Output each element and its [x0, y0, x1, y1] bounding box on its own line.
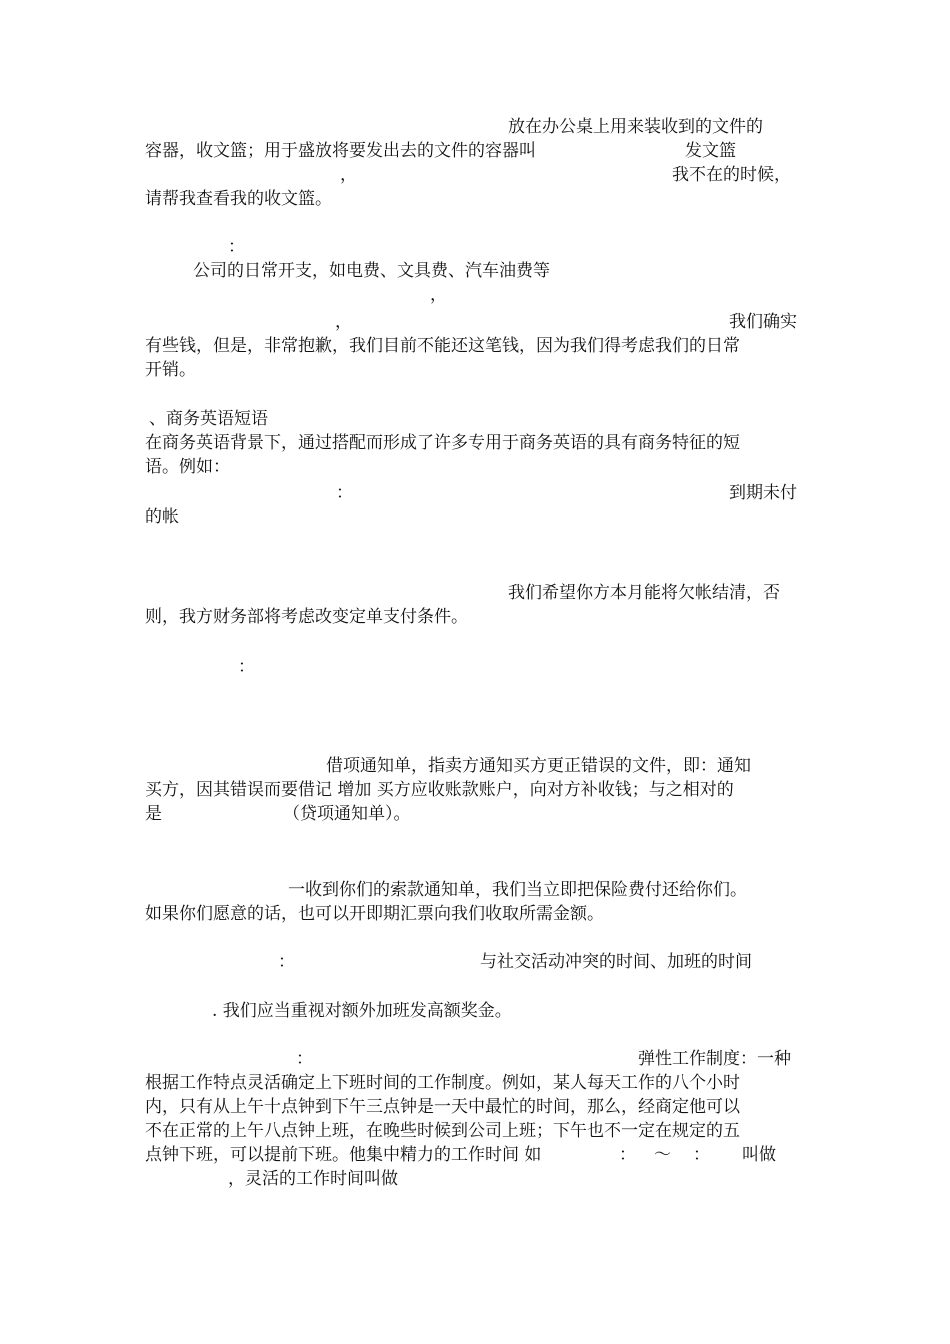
text-line: 一收到你们的索款通知单，我们当立即把保险费付还给你们。 [288, 880, 747, 900]
section-heading: 、商务英语短语 [149, 409, 268, 429]
text-line: 我不在的时候， [672, 165, 791, 185]
text-line: 有些钱，但是，非常抱歉，我们目前不能还这笔钱，因为我们得考虑我们的日常 [145, 336, 740, 356]
text-line: 开销。 [145, 360, 196, 380]
text-line: ， [340, 165, 357, 185]
text-line: 叫做 [742, 1145, 776, 1165]
text-line: 的帐 [145, 507, 179, 527]
text-line: 我们确实 [729, 312, 797, 332]
text-line: 点钟下班，可以提前下班。他集中精力的工作时间 如 [145, 1145, 542, 1165]
text-line: 是 [145, 804, 162, 824]
text-line: ， [335, 312, 352, 332]
text-line: ： [238, 657, 255, 677]
text-line: （贷项通知单）。 [283, 804, 411, 824]
text-line: 买方，因其错误而要借记 增加 买方应收账款账户，向对方补收钱；与之相对的 [145, 780, 734, 800]
text-line: 则，我方财务部将考虑改变定单支付条件。 [145, 607, 468, 627]
text-line: 容器，收文篮；用于盛放将要发出去的文件的容器叫 [145, 141, 536, 161]
text-line: 与社交活动冲突的时间、加班的时间 [480, 952, 752, 972]
text-line: 内，只有从上午十点钟到下午三点钟是一天中最忙的时间，那么，经商定他可以 [145, 1097, 740, 1117]
text-line: 发文篮 [685, 141, 736, 161]
text-line: 在商务英语背景下，通过搭配而形成了许多专用于商务英语的具有商务特征的短 [145, 433, 740, 453]
text-line: 如果你们愿意的话，也可以开即期汇票向我们收取所需金额。 [145, 904, 604, 924]
text-line: ： [619, 1145, 636, 1165]
text-line: 语。例如： [145, 457, 230, 477]
text-line: 放在办公桌上用来装收到的文件的 [508, 117, 763, 137]
text-line: ： [336, 483, 353, 503]
text-line: 我们希望你方本月能将欠帐结清，否 [508, 583, 780, 603]
text-line: 请帮我查看我的收文篮。 [145, 189, 332, 209]
text-line: 不在正常的上午八点钟上班，在晚些时候到公司上班；下午也不一定在规定的五 [145, 1121, 740, 1141]
text-line: ： [278, 952, 295, 972]
text-line: ，灵活的工作时间叫做 [228, 1169, 398, 1189]
text-line: 公司的日常开支，如电费、文具费、汽车油费等 [193, 261, 550, 281]
text-line: 借项通知单，指卖方通知买方更正错误的文件，即：通知 [326, 756, 751, 776]
text-line: ： [693, 1145, 710, 1165]
text-line: ， [430, 285, 447, 305]
text-line: 根据工作特点灵活确定上下班时间的工作制度。例如，某人每天工作的八个小时 [145, 1073, 740, 1093]
text-line: 到期未付 [729, 483, 797, 503]
text-line: ： [296, 1049, 313, 1069]
text-line: ～ [654, 1145, 671, 1165]
text-line: . 我们应当重视对额外加班发高额奖金。 [212, 1001, 512, 1021]
text-line: 弹性工作制度：一种 [638, 1049, 791, 1069]
text-line: ： [228, 237, 245, 257]
